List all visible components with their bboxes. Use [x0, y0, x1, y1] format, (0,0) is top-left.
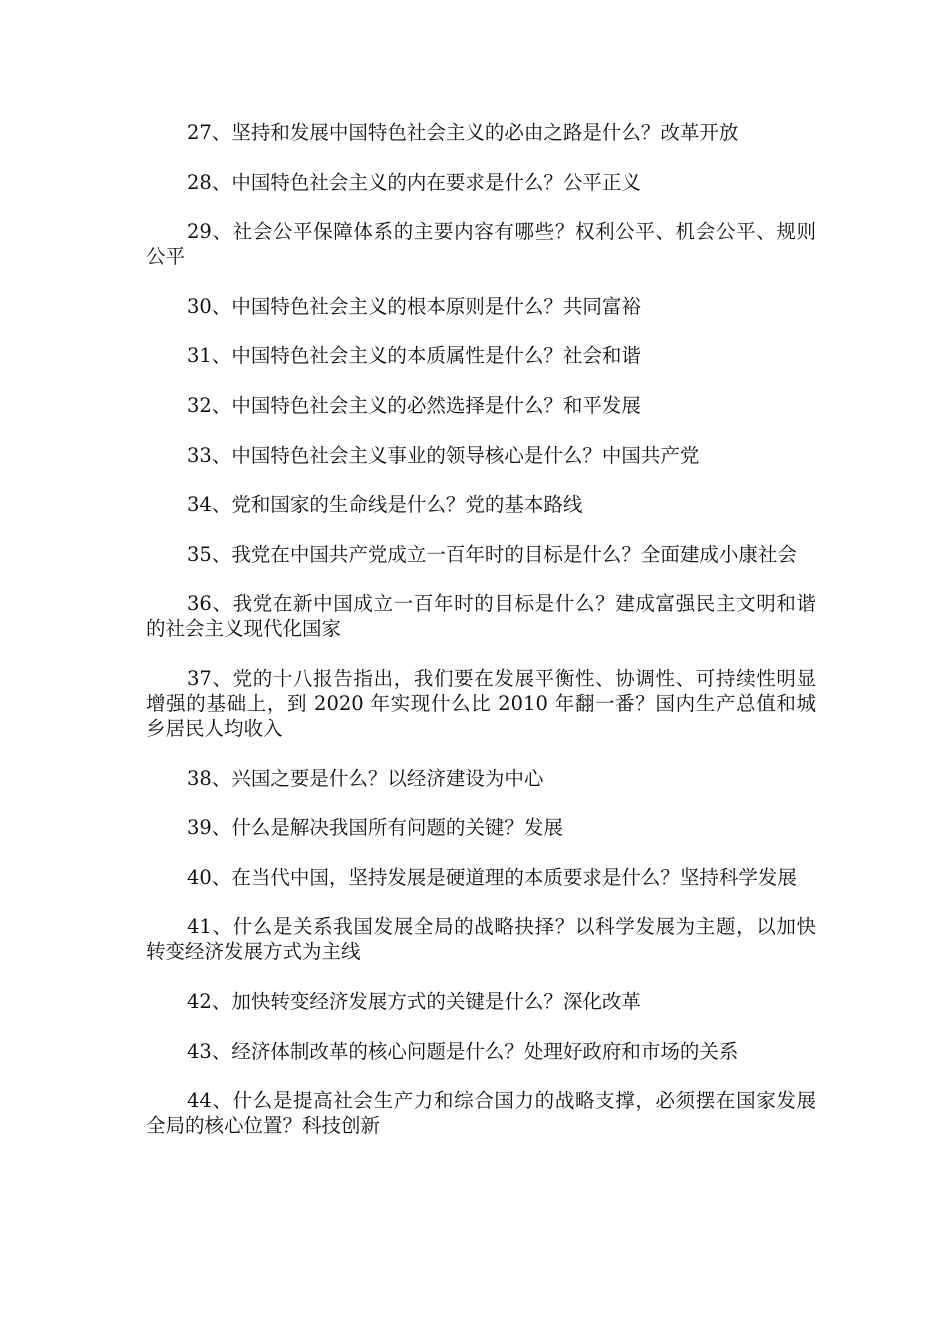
- qa-item-44: 44、什么是提高社会生产力和综合国力的战略支撑，必须摆在国家发展全局的核心位置？科技创新: [146, 1089, 816, 1138]
- qa-item-38: 38、兴国之要是什么？以经济建设为中心: [187, 766, 544, 790]
- qa-item-43: 43、经济体制改革的核心问题是什么？处理好政府和市场的关系: [187, 1039, 739, 1063]
- qa-item-29: 29、社会公平保障体系的主要内容有哪些？权利公平、机会公平、规则公平: [146, 220, 816, 269]
- qa-item-36: 36、我党在新中国成立一百年时的目标是什么？建成富强民主文明和谐的社会主义现代化国家: [146, 592, 816, 641]
- qa-item-32: 32、中国特色社会主义的必然选择是什么？和平发展: [187, 393, 641, 417]
- qa-item-35: 35、我党在中国共产党成立一百年时的目标是什么？全面建成小康社会: [187, 542, 797, 566]
- qa-item-40: 40、在当代中国，坚持发展是硬道理的本质要求是什么？坚持科学发展: [187, 865, 797, 889]
- qa-item-34: 34、党和国家的生命线是什么？党的基本路线: [187, 493, 583, 517]
- qa-item-41: 41、什么是关系我国发展全局的战略抉择？以科学发展为主题，以加快转变经济发展方式为主线: [146, 915, 816, 964]
- document-body: [146, 120, 816, 1163]
- qa-item-39: 39、什么是解决我国所有问题的关键？发展: [187, 816, 563, 840]
- qa-item-28: 28、中国特色社会主义的内在要求是什么？公平正义: [187, 170, 641, 194]
- qa-item-42: 42、加快转变经济发展方式的关键是什么？深化改革: [187, 989, 641, 1013]
- qa-item-31: 31、中国特色社会主义的本质属性是什么？社会和谐: [187, 344, 641, 368]
- qa-item-30: 30、中国特色社会主义的根本原则是什么？共同富裕: [187, 294, 641, 318]
- qa-item-37: 37、党的十八报告指出，我们要在发展平衡性、协调性、可持续性明显增强的基础上，到 2020 年实现什么比 2010 年翻一番？国内生产总值和城乡居民人均收入: [146, 666, 816, 740]
- qa-item-33: 33、中国特色社会主义事业的领导核心是什么？中国共产党: [187, 443, 700, 467]
- qa-item-27: 27、坚持和发展中国特色社会主义的必由之路是什么？改革开放: [187, 121, 739, 144]
